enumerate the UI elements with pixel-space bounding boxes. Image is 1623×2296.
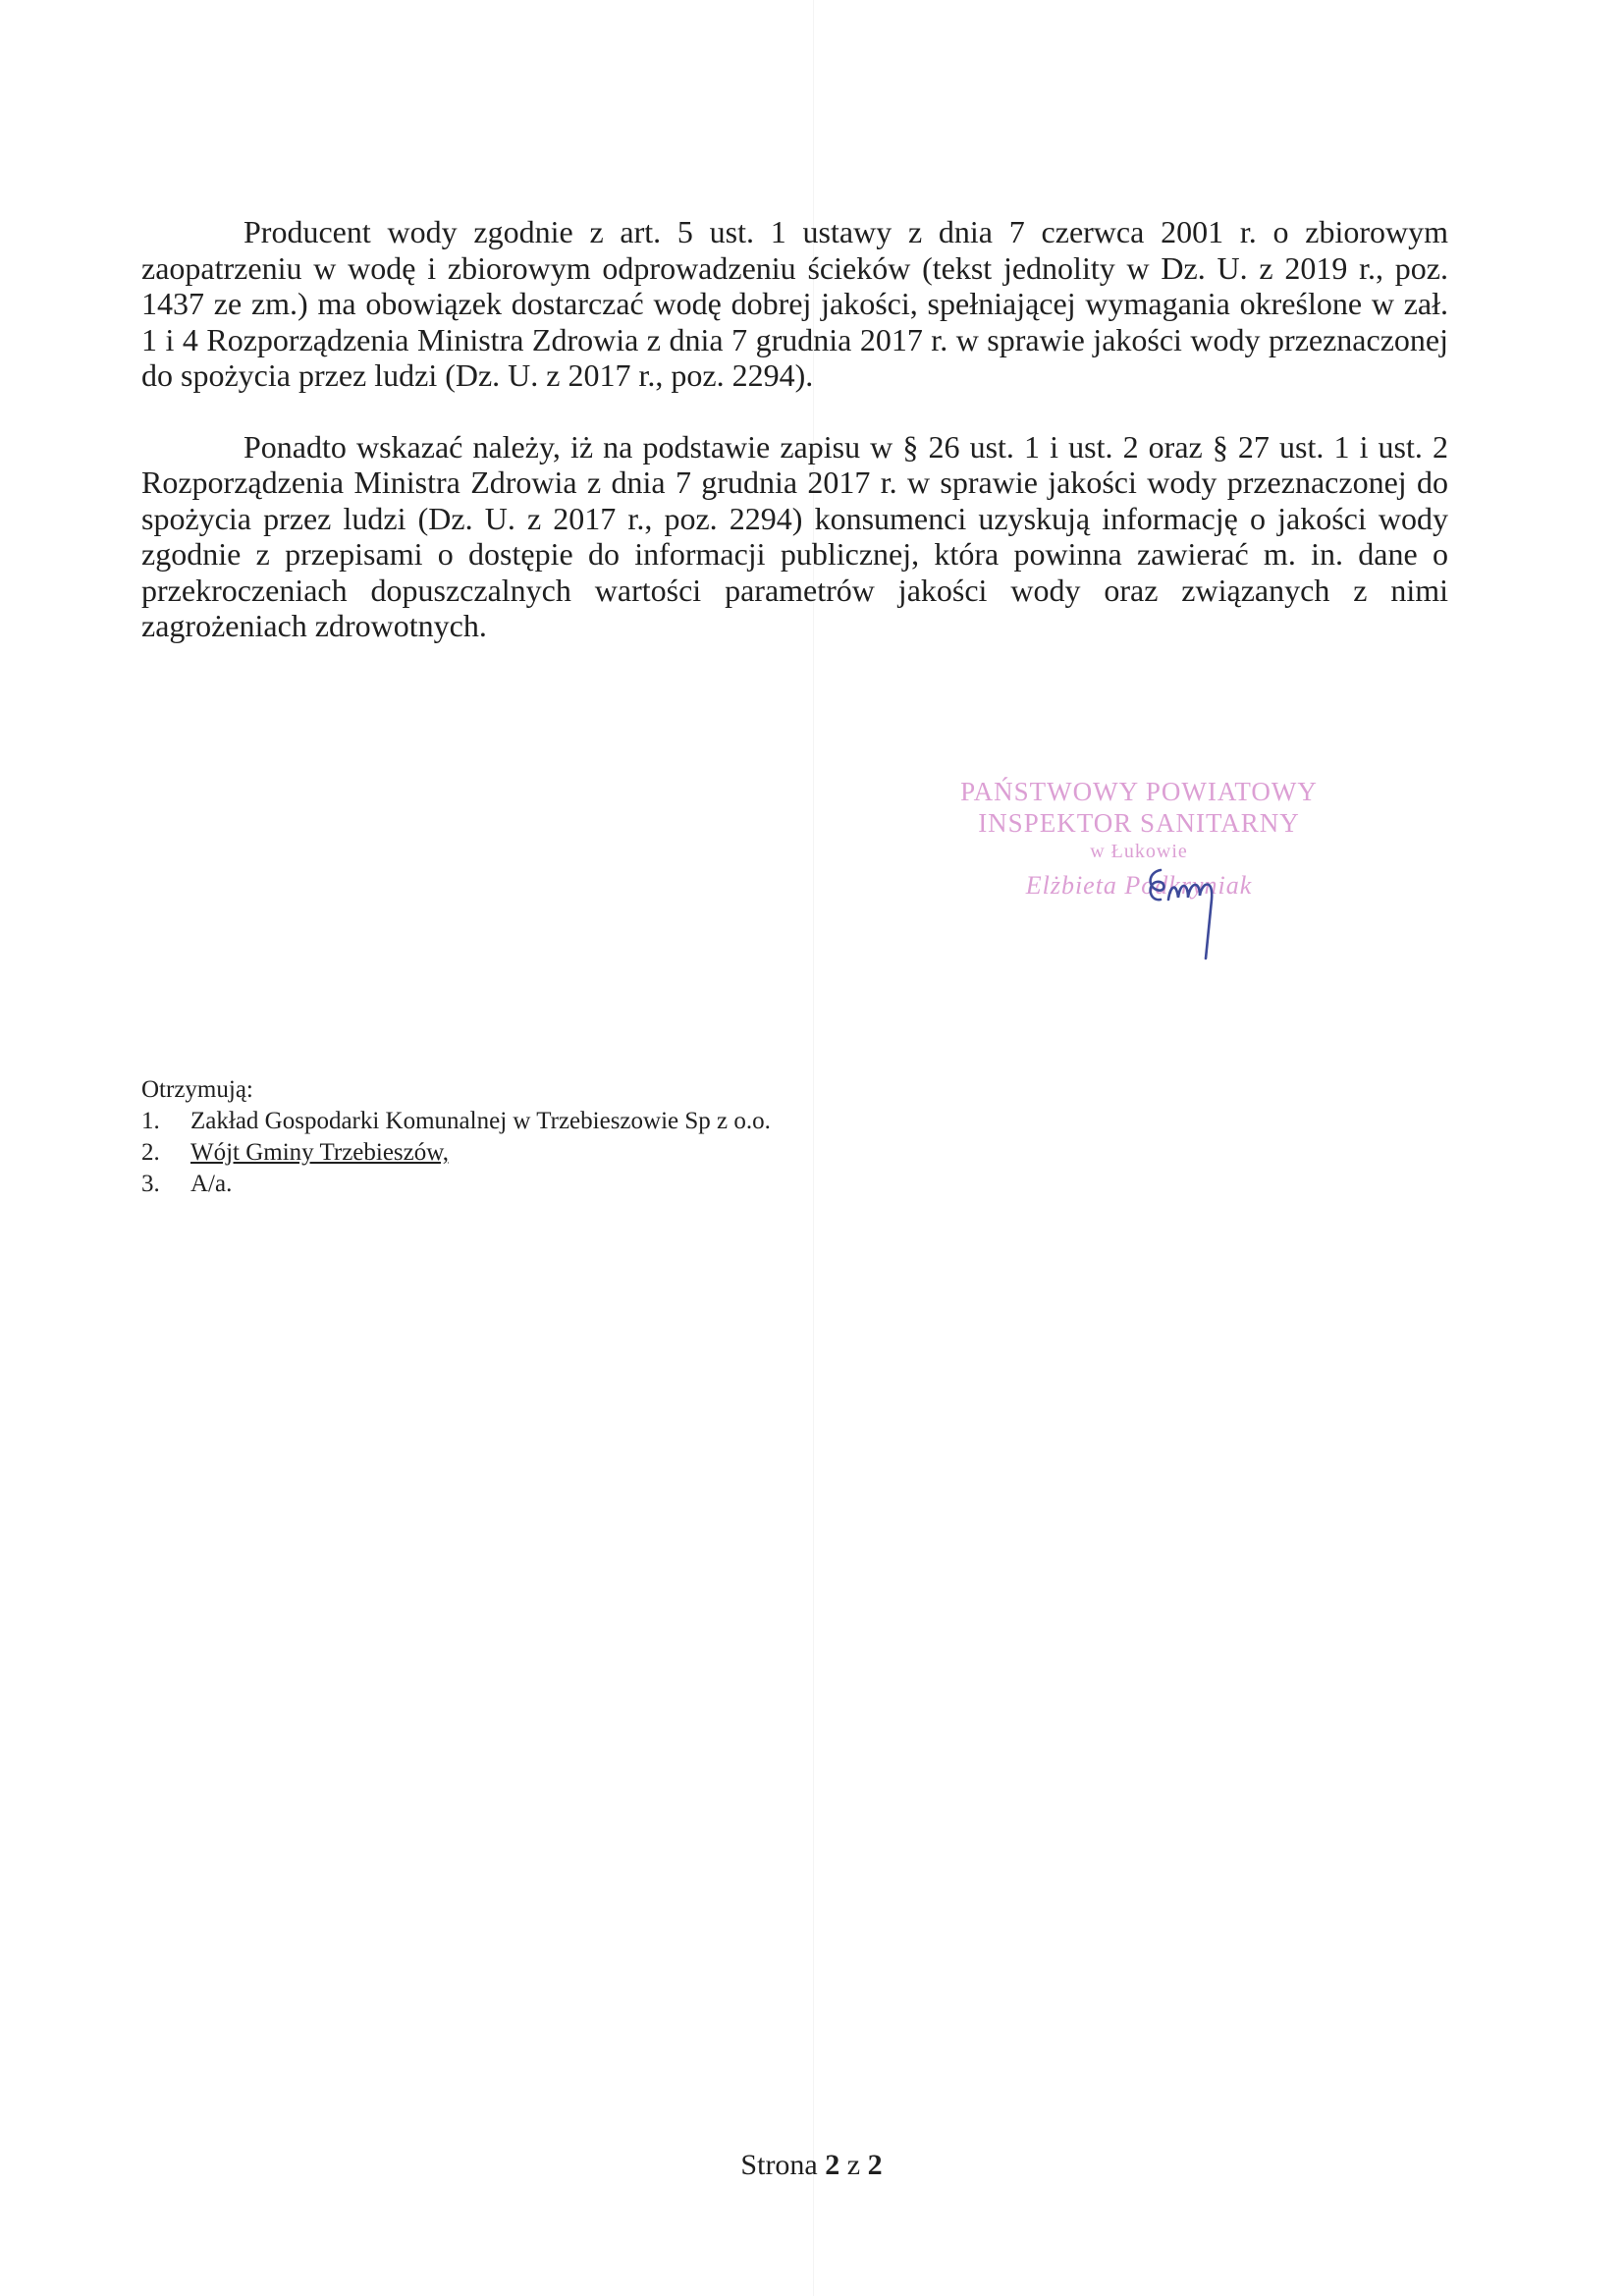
page-label: Strona (740, 2149, 818, 2181)
recipient-name: Zakład Gospodarki Komunalnej w Trzebieszowie Sp z o.o. (190, 1108, 771, 1134)
stamp-line-office: INSPEKTOR SANITARNY (978, 808, 1300, 838)
stamp-line-location: w Łukowie (1090, 841, 1188, 862)
recipient-name: Wójt Gminy Trzebieszów, (190, 1139, 449, 1166)
paragraph-producer-obligation: Producent wody zgodnie z art. 5 ust. 1 ustawy z dnia 7 czerwca 2001 r. o zbiorowym zaopatrzeniu w wodę i zbiorowym odprowadzeniu ścieków (tekst jednolity w Dz. U. z 2019 r., poz. 1437 ze zm.) ma obowiązek dostarczać wodę dobrej jakości, spełniającej wymagania określone w zał. 1 i 4 Rozporządzenia Ministra Zdrowia z dnia 7 grudnia 2017 r. w sprawie jakości wody przeznaczonej do spożycia przez ludzi (Dz. U. z 2017 r., poz. 2294). (141, 214, 1448, 393)
letter-body (141, 214, 1448, 644)
stamp-line-name: Elżbieta Podkryniak (1025, 871, 1253, 900)
recipient-number: 2. (141, 1139, 160, 1166)
paragraph-consumer-information: Ponadto wskazać należy, iż na podstawie zapisu w § 26 ust. 1 i ust. 2 oraz § 27 ust. 1 i ust. 2 Rozporządzenia Ministra Zdrowia z dnia 7 grudnia 2017 r. w sprawie jakości wody przeznaczonej do spożycia przez ludzi (Dz. U. z 2017 r., poz. 2294) konsumenci uzyskują informację o jakości wody zgodnie z przepisami o dostępie do informacji publicznej, która powinna zawierać m. in. dane o przekroczeniach dopuszczalnych wartości parametrów jakości wody oraz związanych z nimi zagrożeniach zdrowotnych. (141, 428, 1448, 643)
recipients-list (141, 1106, 771, 1200)
total-page-count: 2 (867, 2149, 883, 2181)
current-page-number: 2 (825, 2149, 840, 2181)
handwritten-signature (1127, 852, 1225, 960)
recipient-item (141, 1137, 771, 1169)
recipient-name: A/a. (190, 1171, 233, 1197)
recipients-title: Otrzymują: (141, 1076, 253, 1103)
recipients-section (141, 1074, 771, 1200)
page-number-footer (0, 2148, 1623, 2183)
stamp-line-title: PAŃSTWOWY POWIATOWY (960, 777, 1318, 806)
recipient-item (141, 1106, 771, 1137)
recipient-number: 3. (141, 1171, 160, 1197)
recipient-item (141, 1169, 771, 1200)
recipient-number: 1. (141, 1108, 160, 1134)
page-separator: z (846, 2149, 861, 2181)
